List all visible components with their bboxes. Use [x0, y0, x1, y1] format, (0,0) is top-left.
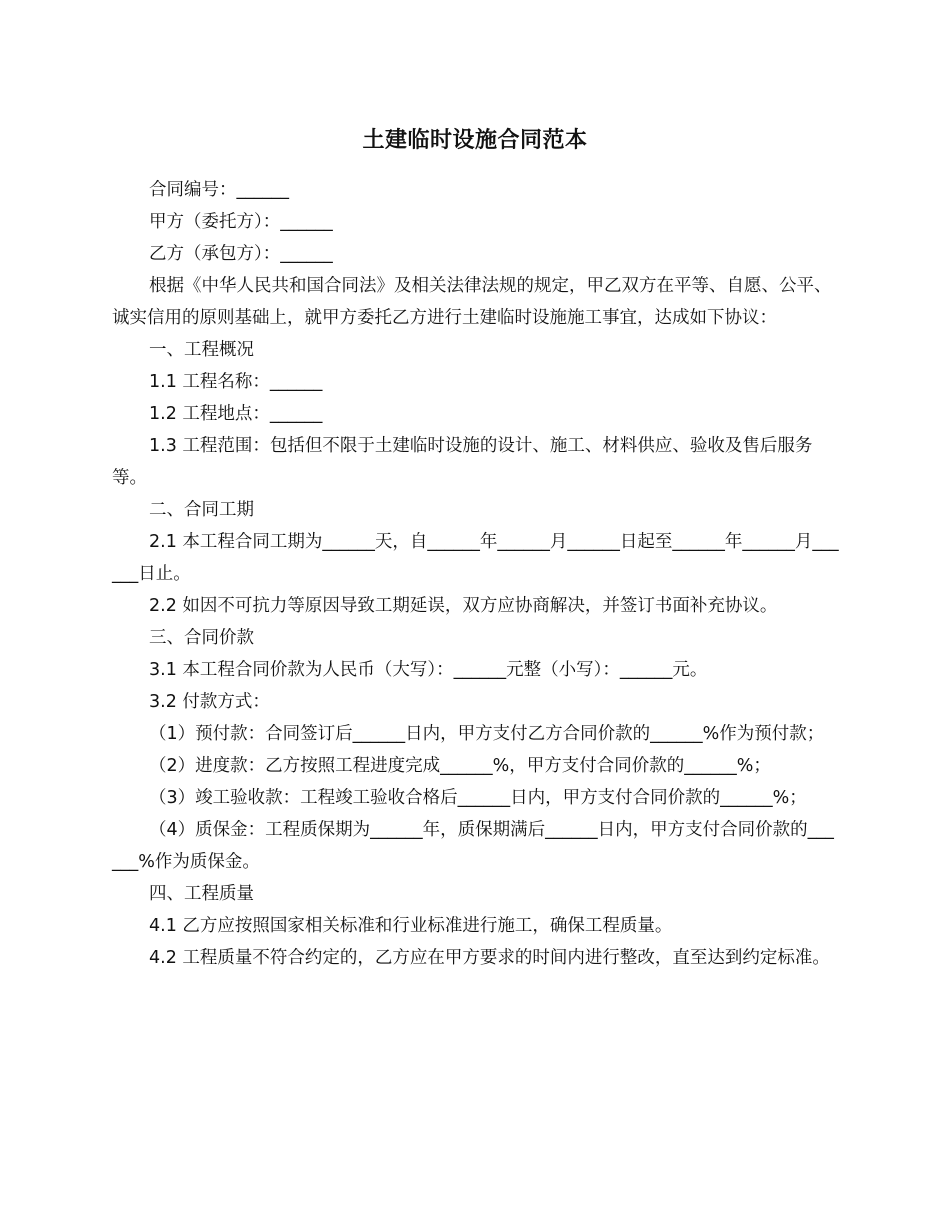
section-heading-contract-price: 三、合同价款	[149, 628, 254, 648]
party-a-line: 甲方（委托方）：______	[149, 212, 333, 232]
clause-4-1: 4.1 乙方应按照国家相关标准和行业标准进行施工，确保工程质量。	[149, 916, 673, 936]
clause-3-1: 3.1 本工程合同价款为人民币（大写）：______元整（小写）：______元。	[149, 660, 708, 680]
preamble-paragraph: 根据《中华人民共和国合同法》及相关法律法规的规定，甲乙双方在平等、自愿、公平、诚实信用的原则基础上，就甲方委托乙方进行土建临时设施施工事宜，达成如下协议：	[112, 276, 832, 328]
clause-2-2: 2.2 如因不可抗力等原因导致工期延误，双方应协商解决，并签订书面补充协议。	[149, 596, 778, 616]
document-title: 土建临时设施合同范本	[362, 128, 588, 153]
payment-item-1: （1）预付款：合同签订后______日内，甲方支付乙方合同价款的______%作为预付款；	[149, 724, 825, 744]
clause-1-2: 1.2 工程地点：______	[149, 404, 323, 424]
section-heading-contract-period: 二、合同工期	[149, 500, 254, 520]
clause-2-1: 2.1 本工程合同工期为______天，自______年______月______日起至______年______月______日止。	[112, 532, 839, 584]
payment-item-4: （4）质保金：工程质保期为______年，质保期满后______日内，甲方支付合同价款的______%作为质保金。	[112, 820, 834, 872]
clause-1-1: 1.1 工程名称：______	[149, 372, 323, 392]
document-body	[112, 174, 842, 974]
clause-3-2: 3.2 付款方式：	[149, 692, 270, 712]
clause-4-2: 4.2 工程质量不符合约定的，乙方应在甲方要求的时间内进行整改，直至达到约定标准。	[149, 948, 830, 968]
party-b-line: 乙方（承包方）：______	[149, 244, 333, 264]
payment-item-3: （3）竣工验收款：工程竣工验收合格后______日内，甲方支付合同价款的______%；	[149, 788, 807, 808]
section-heading-project-overview: 一、工程概况	[149, 340, 254, 360]
section-heading-project-quality: 四、工程质量	[149, 884, 254, 904]
payment-item-2: （2）进度款：乙方按照工程进度完成______%，甲方支付合同价款的______%；	[149, 756, 771, 776]
clause-1-3: 1.3 工程范围：包括但不限于土建临时设施的设计、施工、材料供应、验收及售后服务等。	[112, 436, 813, 488]
contract-number-line: 合同编号：______	[149, 180, 289, 200]
